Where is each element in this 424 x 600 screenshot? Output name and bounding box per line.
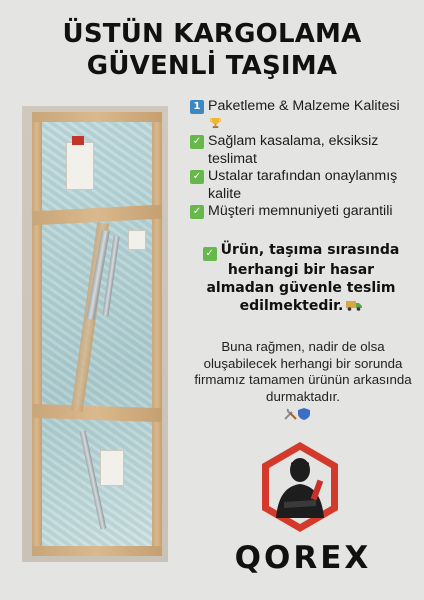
headline	[0, 18, 424, 82]
delivery-statement	[196, 241, 406, 315]
headline-line-1: ÜSTÜN KARGOLAMA	[62, 19, 362, 49]
feature-text: Sağlam kasalama, eksiksiz teslimat	[208, 133, 379, 167]
tools-and-shield-icon	[284, 407, 314, 421]
feature-item	[190, 133, 412, 168]
check-mark-icon: ✓	[203, 247, 217, 261]
headline-line-2: GÜVENLİ TAŞIMA	[86, 51, 338, 81]
qorex-logo-mark	[258, 440, 342, 534]
delivery-truck-icon	[346, 300, 362, 311]
check-mark-icon: ✓	[190, 170, 204, 184]
feature-list	[190, 98, 412, 221]
brand-wordmark: QOREX	[234, 540, 372, 576]
feature-text: Ustalar tarafından onaylanmış kalite	[208, 168, 398, 202]
support-text: Buna rağmen, nadir de olsa oluşabilecek herhangi bir sorunda firmamız tamamen ürünün arkasında durmaktadır.	[194, 339, 412, 404]
support-text-block	[192, 339, 414, 421]
wooden-crate	[32, 112, 162, 556]
feature-item	[190, 98, 412, 133]
check-mark-icon: ✓	[190, 135, 204, 149]
statement-text: Ürün, taşıma sırasında herhangi bir hasar almadan güvenle teslim edilmektedir.	[206, 242, 400, 314]
check-mark-icon: ✓	[190, 205, 204, 219]
feature-text: Müşteri memnuniyeti garantili	[208, 203, 393, 219]
trophy-icon	[210, 117, 221, 129]
feature-item	[190, 203, 412, 221]
keycap-one-icon: 1	[190, 100, 204, 114]
crate-photo	[22, 106, 168, 562]
feature-text: Paketleme & Malzeme Kalitesi	[208, 98, 412, 133]
feature-item	[190, 168, 412, 203]
